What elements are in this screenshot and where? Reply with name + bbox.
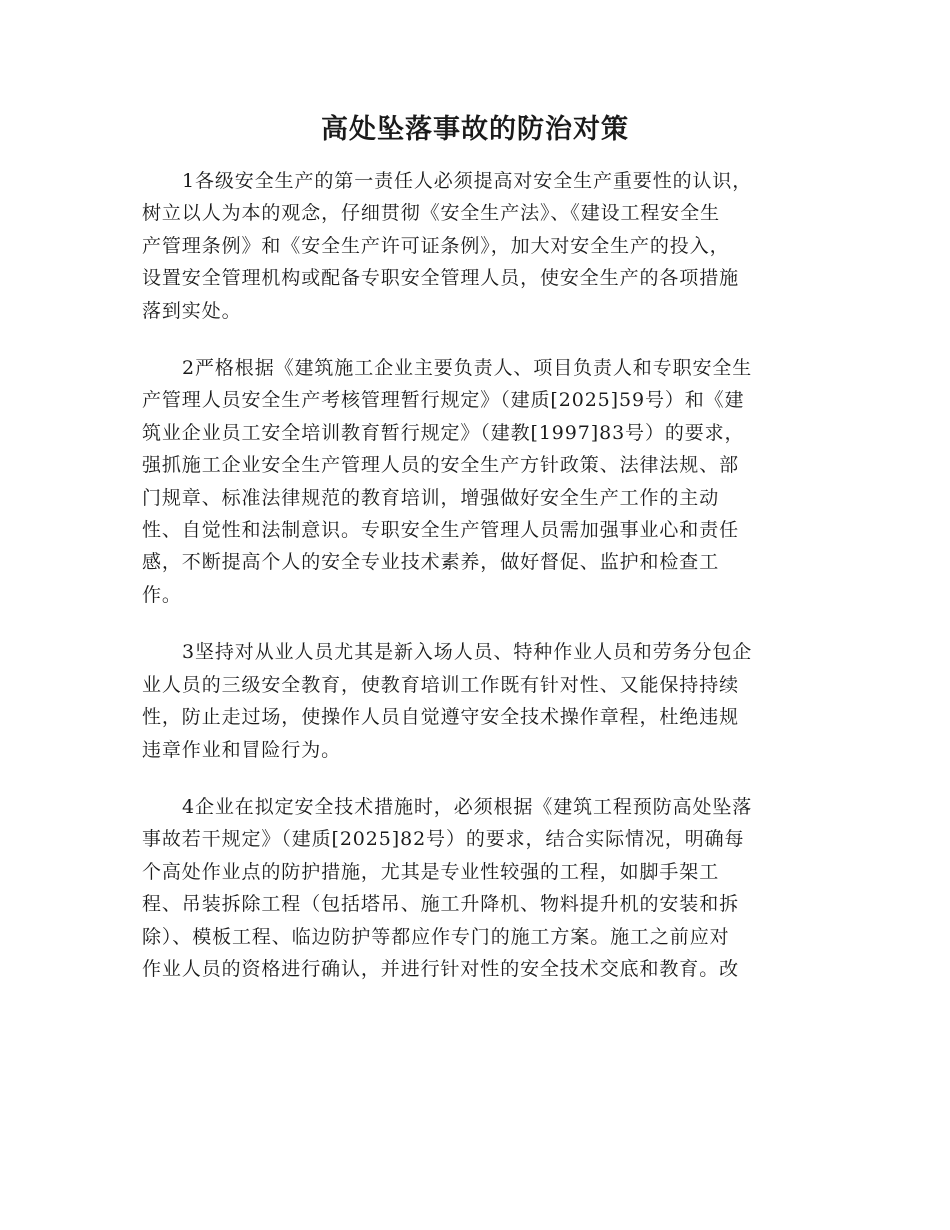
- paragraph-line: 2严格根据《建筑施工企业主要负责人、项目负责人和专职安全生: [182, 357, 753, 380]
- paragraph-1: [142, 165, 812, 327]
- paragraph-line: 强抓施工企业安全生产管理人员的安全生产方针政策、法律法规、部: [142, 454, 740, 477]
- paragraph-line: 程、吊装拆除工程（包括塔吊、施工升降机、物料提升机的安装和拆: [142, 893, 740, 916]
- paragraph-line: 业人员的三级安全教育，使教育培训工作既有针对性、又能保持持续: [142, 673, 740, 696]
- paragraph-4: [142, 791, 812, 985]
- paragraph-line: 树立以人为本的观念，仔细贯彻《安全生产法》、《建设工程安全生: [142, 202, 721, 225]
- paragraph-3: [142, 636, 812, 766]
- paragraph-line: 1各级安全生产的第一责任人必须提高对安全生产重要性的认识，: [182, 170, 753, 192]
- paragraph-line: 筑业企业员工安全培训教育暂行规定》（建教[1997]83号）的要求，: [142, 421, 745, 444]
- paragraph-line: 违章作业和冒险行为。: [142, 738, 342, 761]
- page-title: 高处坠落事故的防治对策: [321, 114, 629, 145]
- paragraph-line: 产管理条例》和《安全生产许可证条例》，加大对安全生产的投入，: [142, 234, 730, 257]
- paragraph-line: 产管理人员安全生产考核管理暂行规定》（建质[2025]59号）和《建: [142, 389, 745, 412]
- paragraph-line: 作。: [142, 583, 182, 606]
- document-body: [142, 165, 812, 1010]
- paragraph-2: [142, 352, 812, 611]
- paragraph-line: 落到实处。: [142, 299, 242, 322]
- paragraph-line: 性、自觉性和法制意识。专职安全生产管理人员需加强事业心和责任: [142, 519, 740, 542]
- paragraph-line: 门规章、标准法律规范的教育培训，增强做好安全生产工作的主动: [142, 486, 720, 509]
- paragraph-line: 个高处作业点的防护措施，尤其是专业性较强的工程，如脚手架工: [142, 860, 720, 883]
- paragraph-line: 设置安全管理机构或配备专职安全管理人员，使安全生产的各项措施: [142, 267, 740, 290]
- paragraph-line: 除）、模板工程、临边防护等都应作专门的施工方案。施工之前应对: [142, 925, 730, 948]
- paragraph-line: 4企业在拟定安全技术措施时，必须根据《建筑工程预防高处坠落: [182, 795, 753, 818]
- paragraph-line: 事故若干规定》（建质[2025]82号）的要求，结合实际情况，明确每: [142, 828, 745, 851]
- paragraph-line: 感，不断提高个人的安全专业技术素养，做好督促、监护和检查工: [142, 551, 720, 574]
- paragraph-line: 性，防止走过场，使操作人员自觉遵守安全技术操作章程，杜绝违规: [142, 706, 740, 729]
- paragraph-line: 作业人员的资格进行确认，并进行针对性的安全技术交底和教育。改: [142, 957, 740, 980]
- paragraph-line: 3坚持对从业人员尤其是新入场人员、特种作业人员和劳务分包企: [182, 641, 753, 664]
